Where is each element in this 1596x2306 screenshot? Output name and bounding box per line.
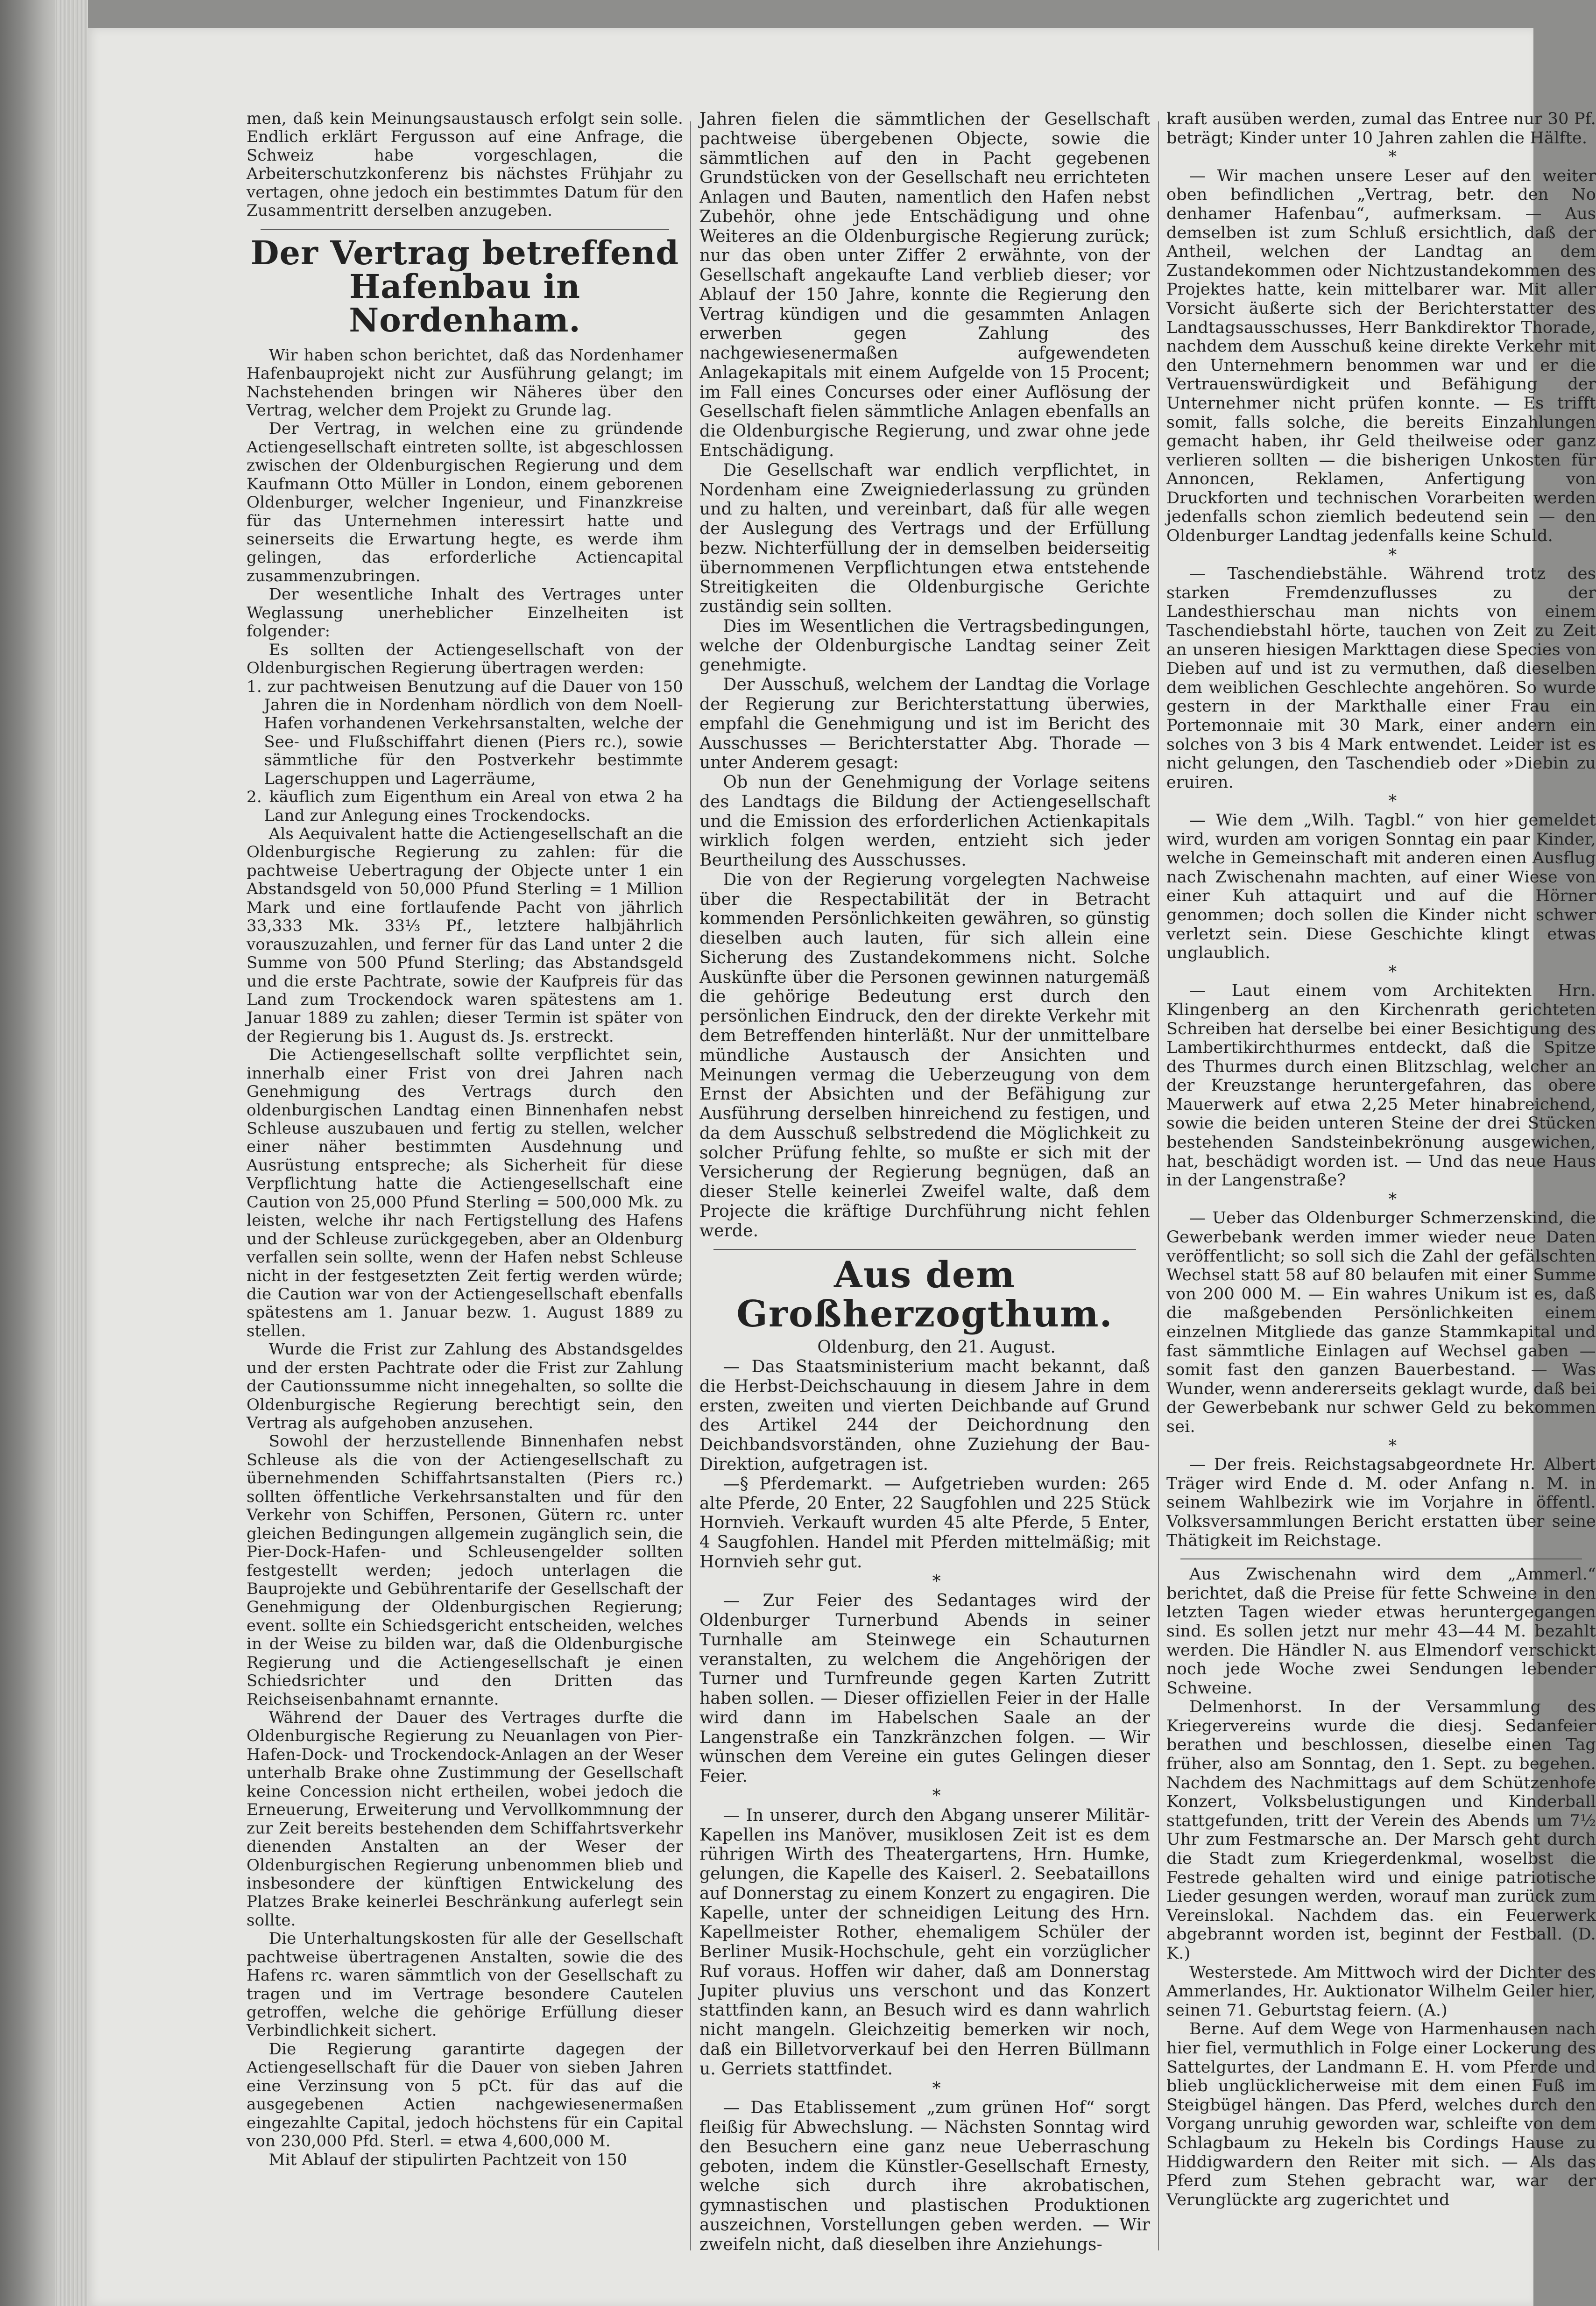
list-item: 2. käuflich zum Eigenthum ein Areal von etwa 2 ha Land zur Anlegung eines Trockendocks. — [247, 788, 683, 825]
paragraph: Wir haben schon berichtet, daß das Nordenhamer Hafenbauprojekt nicht zur Ausführung gelangt; im Nachstehenden bringen wir Näheres über den Vertrag, welcher dem Projekt zu Grunde lag. — [247, 346, 683, 420]
column-divider — [1158, 121, 1159, 2250]
separator-asterisk: * — [1388, 1436, 1397, 1455]
news-item: — Zur Feier des Sedantages wird der Oldenburger Turnerbund Abends in seiner Turnhalle am Steinwege ein Schauturnen veranstalten, zu welchem die Angehörigen der Turner und Turnfreunde gegen Karten Zutritt haben sollen. — Dieser offiziellen Feier in der Halle wird dann im Habelschen Saale an der Langenstraße ein Tanzkränzchen folgen. — Wir wünschen dem Vereine ein gutes Gelingen dieser Feier. — [699, 1591, 1150, 1786]
news-item: — Laut einem vom Architekten Hrn. Klingenberg an den Kirchenrath gerichteten Schreiben hat derselbe bei einer Besichtigung des Lambertikirchthurmes entdeckt, daß die Spitze des Thurmes durch einen Blitzschlag, welcher an der Kreuzstange heruntergefahren, das obere Mauerwerk auf etwa 2,25 Meter hinabreichend, sowie die beiden unteren Steine der drei Stücken bestehenden Sandsteinbekrönung ausgewichen, hat, beschädigt worden ist. — Und das neue Haus in der Langenstraße? — [1166, 981, 1596, 1190]
news-item: — Der freis. Reichstagsabgeordnete Hr. Albert Träger wird Ende d. M. oder Anfang n. M. in seinem Wahlbezirk wie im Vorjahre in öffentl. Volksversammlungen Bericht erstatten über seine Thätigkeit im Reichstage. — [1166, 1455, 1596, 1550]
separator-asterisk: * — [932, 2079, 941, 2098]
paragraph: Während der Dauer des Vertrages durfte die Oldenburgische Regierung zu Neuanlagen von Pier-Hafen-Dock- und Trockendock-Anlagen an der Weser unterhalb Brake ohne Zustimmung der Gesellschaft keine Concession nicht ertheilen, wobei jedoch die Erneuerung, Erweiterung und Vervollkommnung der zur Zeit bereits bestehenden dem Schiffahrtsverkehr dienenden Anstalten an der Weser der Oldenburgischen Regierung unbenommen blieb und insbesondere der künftigen Entwickelung des Platzes Brake keinerlei Beschränkung auferlegt sein sollte. — [247, 1708, 683, 1930]
headline: Der Vertrag betreffend Hafenbau in Nordenham. — [250, 233, 679, 339]
local-news-item: Delmenhorst. In der Versammlung des Kriegervereins wurde die diesj. Sedanfeier berathen und beschlossen, dieselbe einen Tag früher, also am Sonntag, den 1. Sept. zu begehen. Nachdem des Nachmittags auf dem Schützenhofe Konzert, Volksbelustigungen und Kinderball stattgefunden, tritt der Verein des Abends um 7½ Uhr zum Festmarsche an. Der Marsch geht durch die Stadt zum Kriegerdenkmal, woselbst die Festrede gehalten wird und einige patriotische Lieder gesungen werden, worauf man zurück zum Vereinslokal. Nachdem das. ein Feuerwerk abgebrannt worden ist, beginnt der Festball. (D. K.) — [1166, 1698, 1596, 1963]
paragraph: Ob nun der Genehmigung der Vorlage seitens des Landtags die Bildung der Actiengesellschaft und die Emission des erforderlichen Actienkapitals wirklich folgen werden, entzieht sich jeder Beurtheilung des Ausschusses. — [699, 773, 1150, 870]
divider — [1180, 1558, 1582, 1559]
news-item: kraft ausüben werden, zumal das Entree nur 30 Pf. beträgt; Kinder unter 10 Jahren zahlen die Hälfte. — [1166, 110, 1596, 148]
news-item: — Wir machen unsere Leser auf den weiter oben befindlichen „Vertrag, betr. den No denhamer Hafenbau“, aufmerksam. — Aus demselben ist zum Schluß ersichtlich, daß der Antheil, welchen der Landtag an dem Zustandekommen oder Nichtzustandekommen des Projektes hatte, kein mittelbarer war. Mit aller Vorsicht äußerte sich der Berichterstatter des Landtagsausschusses, Herr Bankdirektor Thorade, nachdem dem Ausschuß keine direkte Verkehr mit den Unternehmern benommen war und er die Vertrauenswürdigkeit und Befähigung der Unternehmer nicht prüfen konnte. — Es trifft somit, falls solche, die bereits Einzahlungen gemacht haben, ihr Geld theilweise oder ganz verlieren sollten — die bisherigen Unkosten für Annoncen, Reklamen, Anfertigung von Druckforten und technischen Vorarbeiten werden jedenfalls schon ziemlich bedeutend sein — den Oldenburger Landtag jedenfalls keine Schuld. — [1166, 166, 1596, 546]
news-item: — In unserer, durch den Abgang unserer Militär-Kapellen ins Manöver, musiklosen Zeit ist es dem rührigen Wirth des Theatergartens, Hrn. Humke, gelungen, die Kapelle des Kaiserl. 2. Seebataillons auf Donnerstag zu einem Konzert zu engagiren. Die Kapelle, unter der schneidigen Leitung des Hrn. Kapellmeister Rother, ehemaligem Schüler der Berliner Musik-Hochschule, geht ein vorzüglicher Ruf voraus. Hoffen wir daher, daß am Donnerstag Jupiter pluvius uns verschont und das Konzert stattfinden kann, an Besuch wird es dann wahrlich nicht mangeln. Gleichzeitig bemerken wir noch, daß ein Billetvorverkauf bei den Herren Büllmann u. Gerriets stattfindet. — [699, 1805, 1150, 2079]
local-news-item: Westerstede. Am Mittwoch wird der Dichter des Ammerlandes, Hr. Auktionator Wilhelm Geiler hier, seinen 71. Geburtstag feiern. (A.) — [1166, 1963, 1596, 2020]
news-item: — Ueber das Oldenburger Schmerzenskind, die Gewerbebank werden immer wieder neue Daten veröffentlicht; so soll sich die Zahl der gefälschten Wechsel statt 58 auf 80 belaufen mit einer Summe von 200 000 M. — Ein wahres Unikum ist es, daß die maßgebenden Persönlichkeiten einem einzelnen Mitgliede das ganze Stammkapital und fast sämmtliche Einlagen auf Wechsel gaben — somit fast den ganzen Bauerbestand. — Was Wunder, wenn andererseits geklagt wurde, daß bei der Gewerbebank nur schwer Geld zu bekommen sei. — [1166, 1209, 1596, 1436]
news-item: — Wie dem „Wilh. Tagbl.“ von hier gemeldet wird, wurden am vorigen Sonntag ein paar Kinder, welche in Gemeinschaft mit anderen einen Ausflug nach Zwischenahn machten, auf einer Wiese von einer Kuh attaquirt und auf die Hörner genommen; doch sollen die Kinder nicht schwer verletzt sein. Diese Geschichte klingt etwas unglaublich. — [1166, 811, 1596, 963]
paragraph: Der wesentliche Inhalt des Vertrages unter Weglassung unerheblicher Einzelheiten ist folgender: — [247, 585, 683, 641]
separator-asterisk: * — [1388, 962, 1397, 981]
paragraph: Die Regierung garantirte dagegen der Actiengesellschaft für die Dauer von sieben Jahren eine Verzinsung von 5 pCt. für das auf die ausgegebenen Actien nachgewiesenermaßen eingezahlte Capital, jedoch höchstens für ein Capital von 230,000 Pfd. Sterl. = etwa 4,600,000 M. — [247, 2039, 683, 2151]
paragraph: Sowohl der herzustellende Binnenhafen nebst Schleuse als die von der Actiengesellschaft zu übernehmenden Schiffahrtsanstalten (Piers rc.) sollten öffentliche Verkehrsanstalten und für den Verkehr von Schiffen, Personen, Gütern rc. unter gleichen Bedingungen allgemein zugänglich sein, die Pier-Dock-Hafen- und Schleusengelder sollten festgestellt werden; jedoch unterlagen die Bauprojekte und Gebührentarife der Gesellschaft der Genehmigung der Oldenburgischen Regierung; event. sollte ein Schiedsgericht entscheiden, welches in der Weise zu bilden war, daß die Oldenburgische Regierung und die Actiengesellschaft je einen Schiedsrichter und den Dritten das Reichseisenbahnamt ernannte. — [247, 1432, 683, 1709]
paragraph: Als Aequivalent hatte die Actiengesellschaft an die Oldenburgische Regierung zu zahlen: für die pachtweise Uebertragung der Objecte unter 1 ein Abstandsgeld von 50,000 Pfund Sterling = 1 Million Mark und eine fortlaufende Pacht von jährlich 33,333 Mk. 33⅓ Pf., letztere halbjährlich vorauszuzahlen, und ferner für das Land unter 2 die Summe von 500 Pfund Sterling; das Abstandsgeld und die erste Pachtrate, sowie der Kaufpreis für das Land zum Trockendock waren spätestens am 1. Januar 1889 zu zahlen; dieser Termin ist später von der Regierung bis 1. August ds. Js. erstreckt. — [247, 825, 683, 1046]
paragraph: Mit Ablauf der stipulirten Pachtzeit von 150 — [268, 2150, 628, 2169]
paragraph: Es sollten der Actiengesellschaft von der Oldenburgischen Regierung übertragen werden: — [247, 640, 683, 678]
news-item: — Das Staatsministerium macht bekannt, daß die Herbst-Deichschauung in diesem Jahre in dem ersten, zweiten und vierten Deichbande auf Grund des Artikel 244 der Deichordnung den Deichbandsvorständen, ohne Zuziehung der Bau-Direktion, aufgetragen ist. — [699, 1357, 1150, 1474]
paragraph: Der Vertrag, in welchen eine zu gründende Actiengesellschaft eintreten sollte, ist abgeschlossen zwischen der Oldenburgischen Regierung und dem Kaufmann Otto Müller in London, einem geborenen Oldenburger, welcher Ingenieur, und Finanzkreise für das Unternehmen interessirt hatte und seinerseits die Erwartung hegte, es werde ihm gelingen, das erforderliche Actiencapital zusammenzubringen. — [247, 419, 683, 585]
newspaper-page — [88, 28, 1596, 2306]
column-3 — [1166, 110, 1596, 2209]
paragraph: Der Ausschuß, welchem der Landtag die Vorlage der Regierung zur Berichterstattung überwies, empfahl die Genehmigung und ist im Bericht des Ausschusses — Berichterstatter Abg. Thorade — unter Anderem gesagt: — [699, 675, 1150, 773]
dateline: Oldenburg, den 21. August. — [817, 1338, 1056, 1357]
news-item: — Taschendiebstähle. Während trotz des starken Fremdenzuflusses zu der Landesthierschau man nichts von einem Taschendiebstahl hörte, tauchen von Zeit zu Zeit an unseren hiesigen Markttagen diese Species von Dieben auf und ist zu vermuthen, daß dieselben dem weiblichen Geschlechte angehören. So wurde gestern in der Markthalle einer Frau ein Portemonnaie mit 30 Mark, einer andern ein solches von 3 bis 4 Mark entwendet. Leider ist es nicht gelungen, den Taschendieb oder »Diebin zu eruiren. — [1166, 564, 1596, 792]
news-item: —§ Pferdemarkt. — Aufgetrieben wurden: 265 alte Pferde, 20 Enter, 22 Saugfohlen und 225 Stück Hornvieh. Verkauft wurden 45 alte Pferde, 5 Enter, 4 Saugfohlen. Handel mit Pferden mittelmäßig; mit Hornvieh sehr gut. — [699, 1474, 1150, 1572]
divider — [261, 229, 669, 230]
separator-asterisk: * — [1388, 1190, 1397, 1209]
paragraph: Wurde die Frist zur Zahlung des Abstandsgeldes und der ersten Pachtrate oder die Frist zur Zahlung der Cautionssumme nicht innegehalten, so sollte die Oldenburgische Regierung berechtigt sein, den Vertrag als aufgehoben anzusehen. — [247, 1340, 683, 1432]
separator-asterisk: * — [1388, 545, 1397, 564]
section-heading: Aus dem Großherzogthum. — [736, 1254, 1113, 1336]
book-binding — [0, 0, 55, 2306]
separator-asterisk: * — [932, 1786, 941, 1806]
page-edge — [55, 0, 88, 2306]
local-news-item: Aus Zwischenahn wird dem „Ammerl.“ berichtet, daß die Preise für fette Schweine in den letzten Tagen wieder etwas heruntergegangen sind. Es sollen jetzt nur mehr 43—44 M. bezahlt werden. Die Händler N. aus Elmendorf verschickt noch jede Woche zwei Sendungen lebender Schweine. — [1166, 1565, 1596, 1698]
paragraph: Die Unterhaltungskosten für alle der Gesellschaft pachtweise übertragenen Anstalten, sowie die des Hafens rc. waren sämmtlich von der Gesellschaft zu tragen und im Vertrage besondere Cautelen getroffen, welche die gehörige Erfüllung dieser Verbindlichkeit sichert. — [247, 1929, 683, 2040]
paragraph: Die Actiengesellschaft sollte verpflichtet sein, innerhalb einer Frist von drei Jahren nach Genehmigung des Vertrags durch den oldenburgischen Landtag einen Binnenhafen nebst Schleuse auszubauen und fertig zu stellen, welcher einer näher bestimmten Ausdehnung und Ausrüstung entspreche; als Sicherheit für diese Verpflichtung hatte die Actiengesellschaft eine Caution von 25,000 Pfund Sterling = 500,000 Mk. zu leisten, welche ihr nach Fertigstellung des Hafens und der Schleuse zurückgegeben, aber an Oldenburg verfallen sein sollte, wenn der Hafen nebst Schleuse nicht in der festgesetzten Zeit fertig werden würde; die Caution war von der Actiengesellschaft ebenfalls spätestens am 1. Januar bezw. 1. August 1889 zu stellen. — [247, 1045, 683, 1340]
separator-asterisk: * — [932, 1572, 941, 1591]
column-1 — [247, 110, 683, 2169]
paragraph: Dies im Wesentlichen die Vertragsbedingungen, welche der Oldenburgische Landtag seiner Zeit genehmigte. — [699, 616, 1150, 675]
paragraph: Jahren fielen die sämmtlichen der Gesellschaft pachtweise übergebenen Objecte, sowie die sämmtlichen auf den in Pacht gegebenen Grundstücken von der Gesellschaft neu errichteten Anlagen und Bauten, namentlich den Hafen nebst Zubehör, ohne jede Entschädigung und ohne Weiteres an die Oldenburgische Regierung zurück; nur das oben unter Ziffer 2 erwähnte, von der Gesellschaft angekaufte Land verblieb dieser; vor Ablauf der 150 Jahre, konnte die Regierung den Vertrag kündigen und die gesammten Anlagen erwerben gegen Zahlung des nachgewiesenermaßen aufgewendeten Anlagekapitals mit einem Aufgelde von 15 Procent; im Fall eines Concurses oder einer Auflösung der Gesellschaft fielen sämmtliche Anlagen ebenfalls an die Oldenburgische Regierung, und zwar ohne jede Entschädigung. — [699, 110, 1150, 461]
separator-asterisk: * — [1388, 792, 1397, 811]
separator-asterisk: * — [1388, 148, 1397, 167]
list-item: 1. zur pachtweisen Benutzung auf die Dauer von 150 Jahren die in Nordenham nördlich von dem Noell-Hafen vorhandenen Verkehrsanstalten, welche der See- und Flußschiffahrt dienen (Piers rc.), sowie sämmtliche für den Postverkehr bestimmte Lagerschuppen und Lagerräume, — [247, 677, 683, 788]
column-divider — [690, 121, 691, 2250]
paragraph: Die Gesellschaft war endlich verpflichtet, in Nordenham eine Zweigniederlassung zu gründen und zu halten, und vereinbart, daß für alle wegen der Auslegung des Vertrags und der Erfüllung bezw. Nichterfüllung der in demselben beiderseitig übernommenen Verpflichtungen etwa entstehende Streitigkeiten die Oldenburgische Gerichte zuständig sein sollten. — [699, 460, 1150, 617]
column-2 — [699, 110, 1150, 2254]
local-news-item: Berne. Auf dem Wege von Harmenhausen nach hier fiel, vermuthlich in Folge einer Lockerung des Sattelgurtes, der Landmann E. H. vom Pferde und blieb unglücklicherweise mit dem einen Fuß im Steigbügel hängen. Das Pferd, welches durch den Vorgang unruhig geworden war, schleifte von dem Schlagbaum zu Hekeln bis Cordings Hause zu Hiddigwardern den Reiter mit sich. — Als das Pferd zum Stehen gebracht war, war der Verunglückte arg zugerichtet und — [1166, 2020, 1596, 2209]
paragraph: Die von der Regierung vorgelegten Nachweise über die Respectabilität der in Betracht kommenden Persönlichkeiten gewähren, so günstig dieselben auch lauten, für sich allein eine Sicherung des Zustandekommens nicht. Solche Auskünfte über die Personen gewinnen naturgemäß die gehörige Bedeutung erst durch den persönlichen Eindruck, den der direkte Verkehr mit dem Betreffenden hinterläßt. Nur der unmittelbare mündliche Austausch der Ansichten und Meinungen vermag die Ueberzeugung von dem Ernst der Absichten und der Befähigung zur Ausführung derselben hinreichend zu festigen, und da dem Ausschuß selbstredend die Möglichkeit zu solcher Prüfung fehlte, so mußte er sich mit der Versicherung der Regierung begnügen, daß an dieser Stelle keinerlei Zweifel walte, daß dem Projecte die kräftige Durchführung nicht fehlen werde. — [699, 870, 1150, 1241]
divider — [713, 1249, 1136, 1250]
article-end: men, daß kein Meinungsaustausch erfolgt sein solle. Endlich erklärt Fergusson auf eine Anfrage, die Schweiz habe vorgeschlagen, die Arbeiterschutzkonferenz bis nächstes Frühjahr zu vertagen, ohne jedoch ein bestimmtes Datum für den Zusammentritt derselben anzugeben. — [247, 109, 683, 220]
news-item: — Das Etablissement „zum grünen Hof“ sorgt fleißig für Abwechslung. — Nächsten Sonntag wird den Besuchern eine ganz neue Ueberraschung geboten, indem die Künstler-Gesellschaft Ernesty, welche sich durch ihre akrobatischen, gymnastischen und plastischen Produktionen auszeichnen, Vorstellungen geben werden. — Wir zweifeln nicht, daß dieselben ihre Anziehungs- — [699, 2098, 1150, 2254]
